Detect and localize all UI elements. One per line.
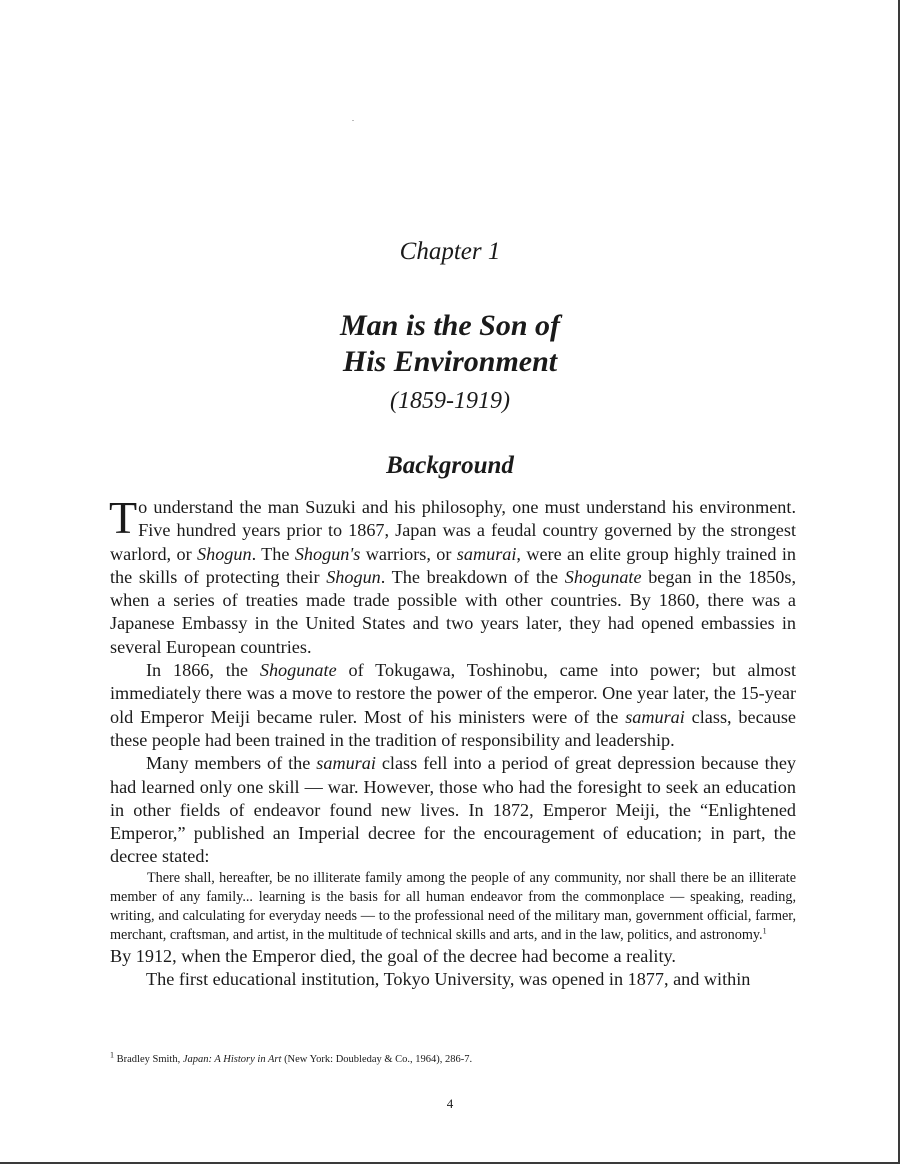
paragraph-3: Many members of the samurai class fell into a period of great depression because they had learned only one skill — war. However, those who had the foresight to seek an education in other fields of endeavor found new lives. In 1872, Emperor Meiji, the “Enlightened Emperor,” published an Imperial decree for the encouragement of education; in part, the decree stated: — [110, 753, 796, 867]
paragraph-2: In 1866, the Shogunate of Tokugawa, Toshinobu, came into power; but almost immediately there was a move to restore the power of the emperor. One year later, the 15-year old Emperor Meiji became ruler. Most of his ministers were of the samurai class, because these people had been trained in the tradition of responsibility and leadership. — [110, 660, 796, 750]
drop-cap: T — [109, 492, 138, 543]
paragraph-5: The first educational institution, Tokyo University, was opened in 1877, and within — [146, 969, 751, 990]
page-number: 4 — [446, 1096, 454, 1111]
chapter-label: Chapter 1 — [399, 238, 501, 265]
paragraph-1: To understand the man Suzuki and his philosophy, one must understand his environment. Five hundred years prior to 1867, Japan was a feudal country governed by the strongest warlord, or Shogun. The Shogun's warriors, or samurai, were an elite group highly trained in the skills of protecting their Shogun. The breakdown of the Shogunate began in the 1850s, when a series of treaties made trade possible with other countries. By 1860, there was a Japanese Embassy in the United States and two years later, they had opened embassies in several European countries. — [109, 492, 797, 657]
paragraph-4: By 1912, when the Emperor died, the goal of the decree had become a reality. — [110, 945, 676, 966]
chapter-title-line-2: His Environment — [342, 345, 558, 378]
footnote-marker: 1 — [110, 1050, 114, 1060]
footnote: $^1$ Bradley Smith, Japan: A History in Art (New York: Doubleday & Co., 1964), 286-7. — [110, 1050, 473, 1065]
scan-speck — [352, 120, 354, 121]
chapter-title-line-1: Man is the Son of — [339, 309, 561, 342]
chapter-dates: (1859-1919) — [390, 388, 510, 414]
body-text — [109, 492, 797, 991]
decree-quote: There shall, hereafter, be no illiterate family among the people of any community, nor shall there be an illiterate member of any family... learning is the basis for all human endeavor from the commonplace — speaking, reading, writing, and calculating for everyday needs — to the professional need of the military man, government official, farmer, merchant, craftsman, and artist, in the multitude of technical skills and arts, and in the law, politics, and astronomy.$^1$ — [110, 869, 796, 943]
section-heading: Background — [386, 452, 514, 479]
footnote-ref: 1 — [762, 926, 767, 936]
